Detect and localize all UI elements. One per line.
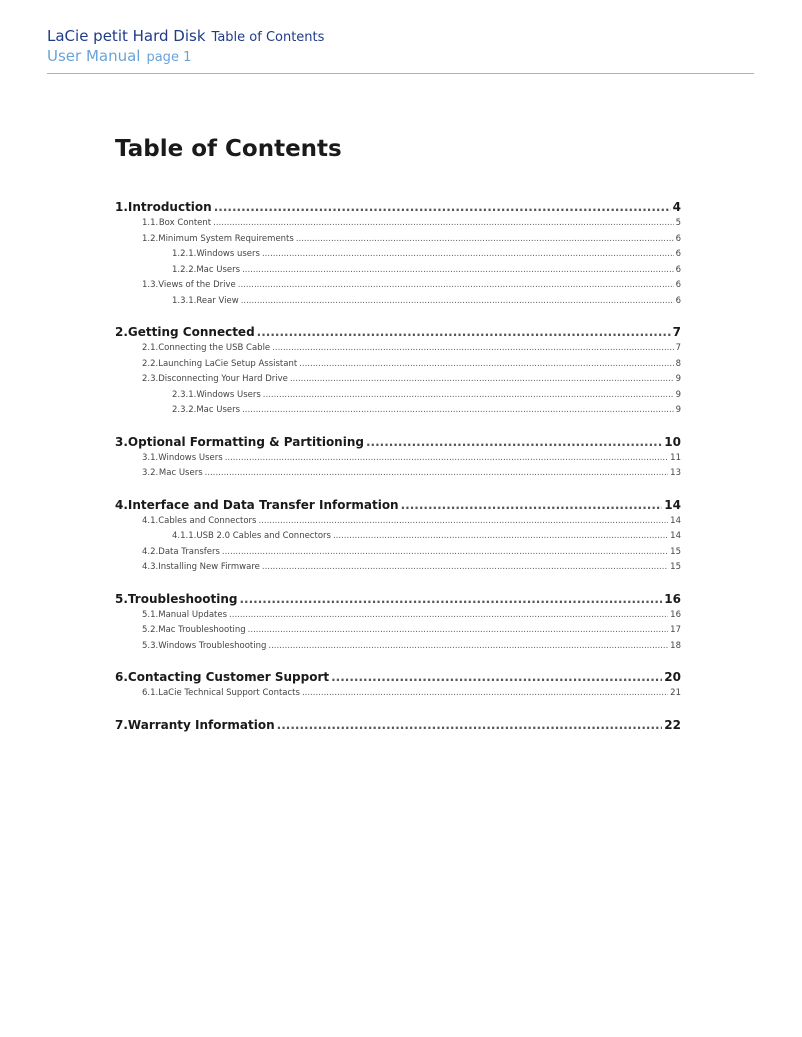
toc-entry-page: 5	[675, 218, 681, 228]
toc-section-entry[interactable]	[115, 560, 681, 576]
dot-leader	[401, 496, 663, 514]
toc-entry-page: 9	[675, 374, 681, 384]
toc-section-entry[interactable]	[115, 278, 681, 294]
toc-entry-number: 5.2.	[142, 625, 159, 635]
toc-entry-number: 3.	[115, 434, 128, 449]
toc-entry-page: 21	[670, 688, 681, 698]
toc-entry-page: 15	[670, 562, 681, 572]
toc-entry-number: 1.2.1.	[172, 249, 197, 259]
dot-leader	[299, 357, 673, 373]
toc-chapter-entry[interactable]	[115, 198, 681, 216]
header-rule	[47, 73, 754, 74]
toc-entry-number: 2.	[115, 325, 128, 339]
toc-entry-number: 2.3.1.	[172, 389, 197, 400]
section-name: Table of Contents	[211, 30, 325, 45]
dot-leader	[214, 198, 671, 216]
toc-chapter-entry[interactable]	[115, 433, 681, 451]
toc-entry-number: 1.	[115, 200, 128, 214]
dot-leader	[238, 278, 674, 294]
dot-leader	[213, 216, 673, 232]
page-title: Table of Contents	[115, 136, 342, 162]
toc-entry-label: Introduction	[127, 200, 212, 214]
toc-entry-number: 4.	[115, 497, 128, 512]
toc-entry-label: Launching LaCie Setup Assistant	[158, 358, 298, 369]
toc-entry-number: 6.1.	[142, 688, 159, 698]
toc-entry-label: Cables and Connectors	[158, 515, 257, 526]
toc-chapter-entry[interactable]	[115, 323, 681, 341]
toc-entry-label: Box Content	[158, 218, 212, 228]
toc-entry-label: Rear View	[196, 295, 239, 306]
toc-subsection-entry[interactable]	[115, 263, 681, 279]
toc-entry-label: Installing New Firmware	[158, 562, 260, 572]
toc-entry-number: 4.2.	[142, 546, 159, 557]
product-name: LaCie petit Hard Disk	[47, 27, 206, 45]
toc-subsection-entry[interactable]	[115, 529, 681, 545]
dot-leader	[331, 668, 662, 686]
toc-section-entry[interactable]	[115, 216, 681, 232]
toc-entry-label: Windows Troubleshooting	[158, 640, 267, 651]
toc-entry-page: 8	[675, 358, 681, 369]
toc-section-entry[interactable]	[115, 451, 681, 467]
toc-entry-number: 2.1.	[142, 343, 159, 353]
dot-leader	[229, 608, 668, 624]
toc-entry-page: 16	[664, 591, 681, 606]
toc-entry-number: 2.2.	[142, 358, 159, 369]
page-number: page 1	[146, 50, 192, 65]
toc-entry-label: Minimum System Requirements	[158, 233, 294, 244]
dot-leader	[225, 451, 668, 467]
toc-entry-page: 7	[672, 325, 681, 339]
toc-entry-label: Disconnecting Your Hard Drive	[158, 374, 288, 384]
dot-leader	[366, 433, 662, 451]
dot-leader	[290, 372, 674, 388]
toc-entry-page: 6	[675, 233, 681, 244]
toc-entry-page: 17	[670, 625, 681, 635]
toc-entry-number: 4.1.1.	[172, 531, 197, 541]
toc-entry-page: 9	[675, 405, 681, 415]
toc-entry-number: 4.1.	[142, 515, 159, 526]
dot-leader	[302, 686, 668, 702]
toc-subsection-entry[interactable]	[115, 294, 681, 310]
toc-chapter-entry[interactable]	[115, 668, 681, 686]
table-of-contents	[115, 198, 681, 734]
dot-leader	[240, 590, 663, 608]
toc-entry-number: 7.	[115, 717, 128, 732]
toc-entry-number: 1.3.1.	[172, 295, 197, 306]
toc-entry-label: Warranty Information	[127, 717, 275, 732]
toc-entry-number: 5.	[115, 591, 128, 606]
toc-entry-page: 7	[675, 343, 681, 353]
toc-entry-number: 6.	[115, 670, 128, 684]
dot-leader	[258, 514, 668, 530]
toc-entry-number: 1.1.	[142, 218, 159, 228]
toc-entry-number: 3.2.	[142, 468, 159, 478]
toc-entry-page: 20	[664, 670, 681, 684]
toc-entry-label: Windows users	[196, 249, 260, 259]
header-line-1	[47, 26, 754, 46]
toc-entry-label: USB 2.0 Cables and Connectors	[196, 531, 331, 541]
toc-entry-page: 15	[670, 546, 681, 557]
toc-subsection-entry[interactable]	[115, 388, 681, 404]
dot-leader	[262, 560, 668, 576]
dot-leader	[222, 545, 668, 561]
dot-leader	[263, 388, 674, 404]
toc-entry-page: 4	[672, 200, 681, 214]
dot-leader	[333, 529, 668, 545]
dot-leader	[262, 247, 674, 263]
toc-entry-page: 11	[670, 452, 681, 463]
toc-entry-label: Mac Users	[196, 264, 241, 275]
toc-entry-number: 1.2.2.	[172, 264, 197, 275]
toc-subsection-entry[interactable]	[115, 247, 681, 263]
toc-entry-page: 13	[670, 468, 681, 478]
toc-entry-page: 14	[670, 515, 681, 526]
toc-entry-page: 9	[675, 389, 681, 400]
toc-entry-number: 2.3.2.	[172, 405, 197, 415]
toc-entry-page: 6	[675, 249, 681, 259]
toc-chapter-entry[interactable]	[115, 716, 681, 734]
toc-entry-page: 14	[664, 497, 681, 512]
toc-entry-label: Mac Troubleshooting	[158, 625, 246, 635]
toc-section-entry[interactable]	[115, 639, 681, 655]
toc-entry-page: 6	[675, 295, 681, 306]
toc-section-entry[interactable]	[115, 341, 681, 357]
toc-entry-label: Mac Users	[196, 405, 241, 415]
toc-entry-page: 22	[664, 717, 681, 732]
toc-section-entry[interactable]	[115, 514, 681, 530]
toc-entry-number: 1.2.	[142, 233, 159, 244]
dot-leader	[257, 323, 671, 341]
dot-leader	[272, 341, 673, 357]
toc-entry-label: Windows Users	[158, 452, 223, 463]
toc-entry-label: Getting Connected	[127, 325, 255, 339]
dot-leader	[205, 466, 669, 482]
toc-section-entry[interactable]	[115, 466, 681, 482]
toc-entry-page: 6	[675, 264, 681, 275]
toc-entry-label: Contacting Customer Support	[127, 670, 330, 684]
toc-section-entry[interactable]	[115, 545, 681, 561]
toc-entry-number: 5.1.	[142, 609, 159, 620]
toc-section-entry[interactable]	[115, 686, 681, 702]
toc-entry-label: Mac Users	[158, 468, 203, 478]
toc-entry-page: 10	[664, 434, 681, 449]
toc-chapter-entry[interactable]	[115, 496, 681, 514]
toc-entry-label: Troubleshooting	[127, 591, 238, 606]
toc-entry-label: LaCie Technical Support Contacts	[158, 688, 300, 698]
header-line-2	[47, 46, 754, 66]
toc-entry-label: Windows Users	[196, 389, 261, 400]
toc-chapter-entry[interactable]	[115, 590, 681, 608]
dot-leader	[296, 232, 674, 248]
toc-entry-page: 16	[670, 609, 681, 620]
toc-entry-label: Manual Updates	[158, 609, 228, 620]
toc-entry-page: 14	[670, 531, 681, 541]
toc-entry-label: Optional Formatting & Partitioning	[127, 434, 364, 449]
toc-subsection-entry[interactable]	[115, 403, 681, 419]
toc-section-entry[interactable]	[115, 608, 681, 624]
dot-leader	[242, 263, 674, 279]
toc-entry-number: 4.3.	[142, 562, 159, 572]
toc-entry-number: 5.3.	[142, 640, 159, 651]
dot-leader	[248, 623, 669, 639]
toc-entry-page: 18	[670, 640, 681, 651]
toc-entry-number: 3.1.	[142, 452, 159, 463]
toc-entry-label: Interface and Data Transfer Information	[127, 497, 399, 512]
manual-name: User Manual	[47, 47, 141, 65]
toc-entry-page: 6	[675, 280, 681, 290]
toc-entry-number: 1.3.	[142, 280, 159, 290]
toc-entry-number: 2.3.	[142, 374, 159, 384]
toc-entry-label: Views of the Drive	[158, 280, 236, 290]
toc-entry-label: Data Transfers	[158, 546, 220, 557]
toc-section-entry[interactable]	[115, 232, 681, 248]
dot-leader	[242, 403, 674, 419]
dot-leader	[277, 716, 663, 734]
dot-leader	[241, 294, 674, 310]
toc-section-entry[interactable]	[115, 623, 681, 639]
page-header	[47, 26, 754, 66]
toc-section-entry[interactable]	[115, 357, 681, 373]
dot-leader	[268, 639, 668, 655]
toc-entry-label: Connecting the USB Cable	[158, 343, 271, 353]
toc-section-entry[interactable]	[115, 372, 681, 388]
